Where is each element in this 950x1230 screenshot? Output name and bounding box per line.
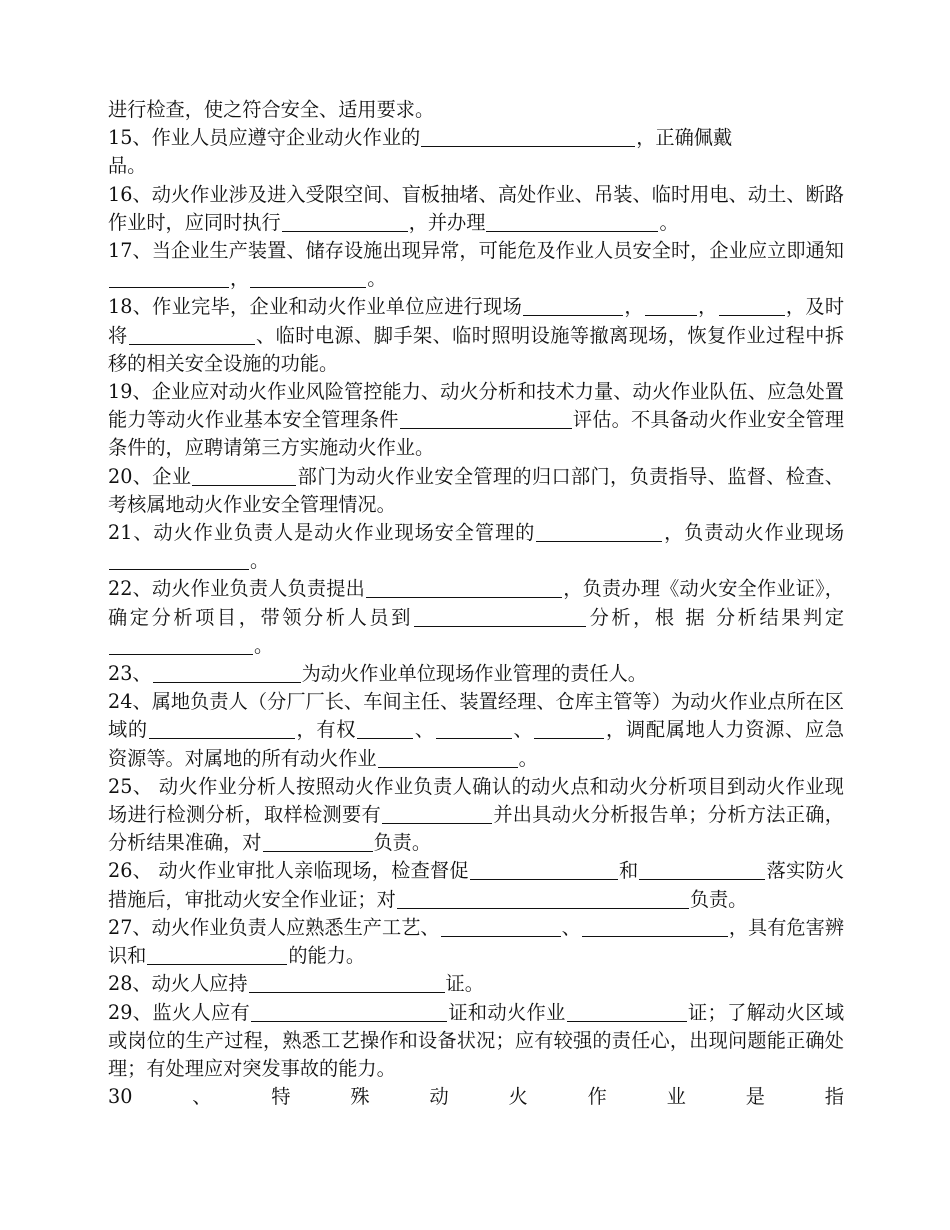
answer-blank[interactable] xyxy=(523,295,623,316)
text: 的能力。 xyxy=(288,944,366,968)
text: ， xyxy=(624,295,644,319)
question-26 xyxy=(108,857,844,913)
question-16 xyxy=(108,181,844,237)
text: 为动火作业单位现场作业管理的责任人。 xyxy=(301,662,647,686)
question-18 xyxy=(108,293,844,378)
text: 进行检查，使之符合安全、适用要求。 xyxy=(108,98,435,121)
text: ，正确佩戴 xyxy=(636,126,733,150)
text: 评估。不具备动火作业安全管理条件的，应聘请第三方实施动火作业。 xyxy=(108,408,845,460)
answer-blank[interactable] xyxy=(582,916,728,937)
question-24 xyxy=(108,688,844,773)
answer-blank[interactable] xyxy=(282,211,408,232)
text: 部门为动火作业安全管理的归口部门，负责指导、监督、检查、考核属地动火作业安全管理情况。 xyxy=(108,464,844,516)
text: 殊 xyxy=(350,1085,370,1109)
text: 证。 xyxy=(445,972,484,996)
text: 和 xyxy=(618,859,639,883)
text: 负责。 xyxy=(373,831,432,855)
text: 分析，根 据 分析结果判定 xyxy=(586,605,845,629)
answer-blank[interactable] xyxy=(719,295,785,316)
answer-blank[interactable] xyxy=(470,859,618,880)
answer-blank[interactable] xyxy=(441,916,561,937)
text: 18、作业完毕，企业和动火作业单位应进行现场 xyxy=(108,295,523,319)
answer-blank[interactable] xyxy=(645,295,697,316)
text: 17、当企业生产装置、储存设施出现异常，可能危及作业人员安全时，企业应立即通知 xyxy=(108,239,844,263)
answer-blank[interactable] xyxy=(414,606,586,627)
text: 、 xyxy=(192,1085,212,1109)
text: 25、 动火作业分析人按照动火作业负责人确认的动火点和动火分析项目到动火作业现场进行检测分析，取样检测要有 xyxy=(108,774,844,827)
text: 特 xyxy=(271,1085,291,1109)
text: 。 xyxy=(518,746,538,770)
answer-blank[interactable] xyxy=(263,831,373,852)
answer-blank[interactable] xyxy=(382,803,492,824)
question-23 xyxy=(108,660,844,688)
text: 证和动火作业 xyxy=(448,1000,566,1024)
answer-blank[interactable] xyxy=(639,859,765,880)
answer-blank[interactable] xyxy=(250,267,366,288)
text: 是 xyxy=(745,1085,765,1109)
text: 、 xyxy=(512,718,534,742)
answer-blank[interactable] xyxy=(567,1001,687,1022)
text: 22、动火作业负责人负责提出 xyxy=(108,577,366,601)
answer-blank[interactable] xyxy=(251,1001,447,1022)
text: 、 xyxy=(414,718,435,742)
question-19 xyxy=(108,378,844,463)
text: 20、企业 xyxy=(108,464,192,488)
question-30 xyxy=(108,1083,844,1111)
answer-blank[interactable] xyxy=(536,521,662,542)
text: ，并办理 xyxy=(408,210,486,234)
text: 并出具动火分析报告单；分析方法正确，分析结果准确，对 xyxy=(108,803,844,855)
question-15 xyxy=(108,124,844,180)
text: 作 xyxy=(587,1085,607,1109)
text: 15、作业人员应遵守企业动火作业的 xyxy=(108,126,421,150)
question-17 xyxy=(108,237,844,293)
question-28 xyxy=(108,970,844,998)
answer-blank[interactable] xyxy=(147,944,287,965)
answer-blank[interactable] xyxy=(153,662,301,683)
answer-blank[interactable] xyxy=(249,972,445,993)
text: 品。 xyxy=(108,154,147,178)
answer-blank[interactable] xyxy=(357,718,413,739)
text: ，有权 xyxy=(295,718,357,742)
text: 负责。 xyxy=(689,887,748,911)
question-25 xyxy=(108,773,844,858)
answer-blank[interactable] xyxy=(129,324,255,345)
text: ， xyxy=(697,295,718,319)
document-page xyxy=(108,96,844,1111)
text: ，负责动火作业现场 xyxy=(663,521,845,545)
answer-blank[interactable] xyxy=(149,718,295,739)
text: 27、动火作业负责人应熟悉生产工艺、 xyxy=(108,915,440,939)
text: 30 xyxy=(108,1085,133,1109)
text: 21、动火作业负责人是动火作业现场安全管理的 xyxy=(108,521,536,545)
text: 。 xyxy=(367,267,387,291)
text: 指 xyxy=(824,1085,844,1109)
question-21 xyxy=(108,519,844,575)
text: ，调配属地人力资源、应急资源等。对属地的所有动火作业 xyxy=(108,718,845,770)
answer-blank[interactable] xyxy=(109,634,253,655)
answer-blank[interactable] xyxy=(534,718,604,739)
text: ， xyxy=(230,267,250,291)
text: 。 xyxy=(250,549,270,573)
answer-blank[interactable] xyxy=(436,718,512,739)
text: 29、监火人应有 xyxy=(108,1000,251,1024)
text: 动 xyxy=(429,1085,449,1109)
text: 19、企业应对动火作业风险管控能力、动火分析和技术力量、动火作业队伍、应急处置能力等动火作业基本安全管理条件 xyxy=(108,380,844,432)
question-22 xyxy=(108,575,844,660)
answer-blank[interactable] xyxy=(378,747,518,768)
text: 落实防火措施后，审批动火安全作业证；对 xyxy=(108,859,845,911)
answer-blank[interactable] xyxy=(486,211,658,232)
text: 业 xyxy=(666,1085,686,1109)
question-29 xyxy=(108,999,844,1084)
answer-blank[interactable] xyxy=(366,577,562,598)
text: ，负责办理《动火安全作业证》，确定分析项目，带领分析人员到 xyxy=(108,577,844,629)
text: ，及时将 xyxy=(108,295,845,347)
paragraph-14-end xyxy=(108,96,844,124)
answer-blank[interactable] xyxy=(192,465,296,486)
question-27 xyxy=(108,914,844,970)
text: 。 xyxy=(659,210,679,234)
text: 、 xyxy=(561,915,581,939)
answer-blank[interactable] xyxy=(109,267,229,288)
text: 证；了解动火区域或岗位的生产过程，熟悉工艺操作和设备状况；应有较强的责任心，出现问题能正确处理；有处理应对突发事故的能力。 xyxy=(108,1000,845,1080)
answer-blank[interactable] xyxy=(400,408,572,429)
text: 23、 xyxy=(108,662,152,686)
text: 。 xyxy=(254,633,274,657)
text: ，具有危害辨识和 xyxy=(108,915,845,968)
text: 火 xyxy=(508,1085,528,1109)
text: 28、动火人应持 xyxy=(108,972,248,996)
text: 24、属地负责人（分厂厂长、车间主任、装置经理、仓库主管等）为动火作业点所在区域的 xyxy=(108,690,844,742)
answer-blank[interactable] xyxy=(109,549,249,570)
text: 、临时电源、脚手架、临时照明设施等撤离现场，恢复作业过程中拆移的相关安全设施的功能。 xyxy=(108,323,845,375)
question-20 xyxy=(108,463,844,519)
text: 26、 动火作业审批人亲临现场，检查督促 xyxy=(108,859,469,883)
answer-blank[interactable] xyxy=(397,888,689,909)
answer-blank[interactable] xyxy=(421,126,635,147)
text: 16、动火作业涉及进入受限空间、盲板抽堵、高处作业、吊装、临时用电、动土、断路作业时，应同时执行 xyxy=(108,182,844,234)
